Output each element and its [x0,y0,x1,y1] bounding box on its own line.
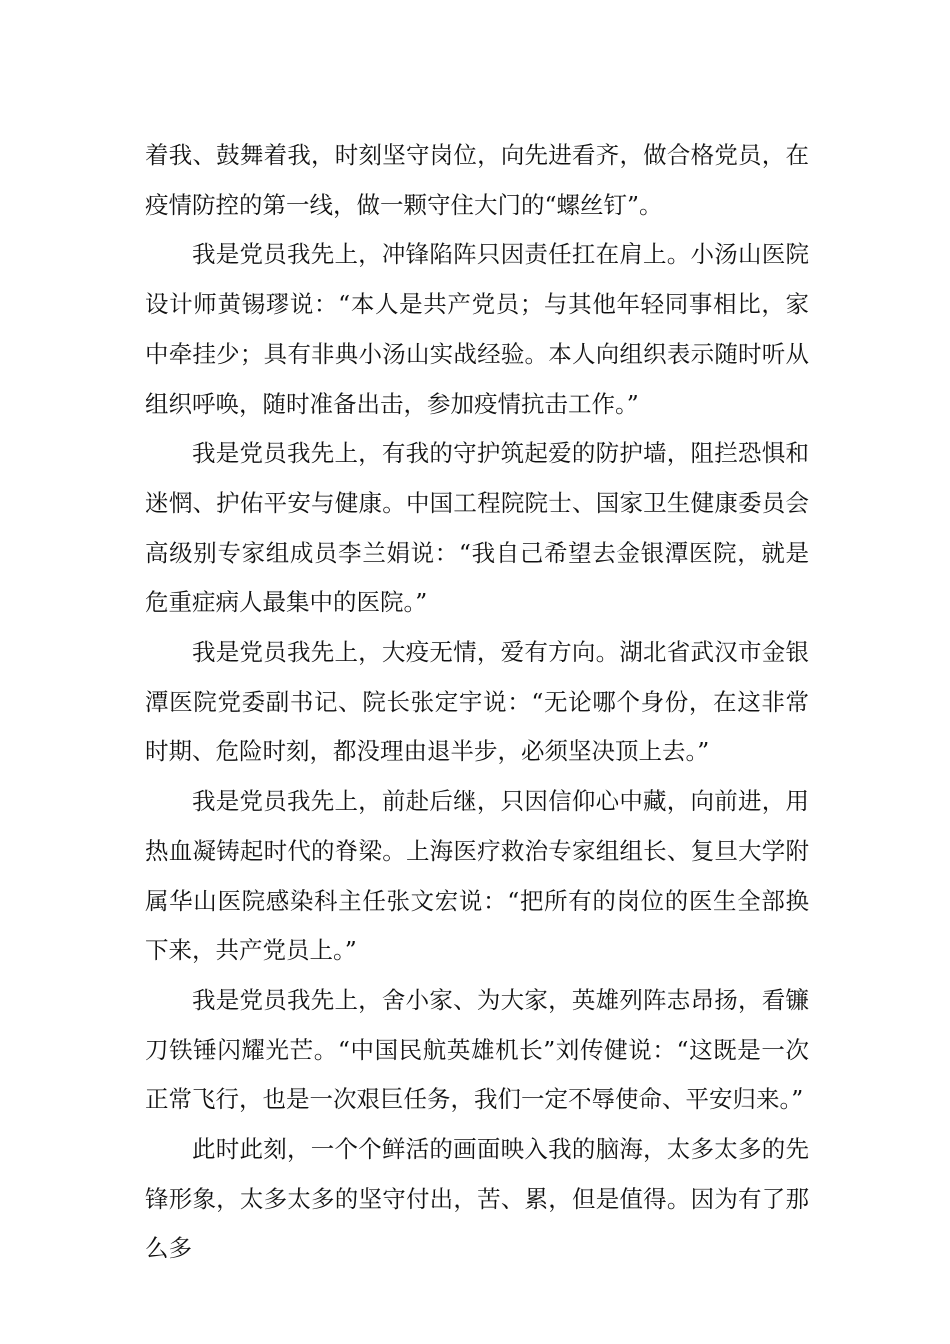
paragraph-huang-xiliu: 我是党员我先上，冲锋陷阵只因责任扛在肩上。小汤山医院设计师黄锡璆说：“本人是共产党员；与其他年轻同事相比，家中牵挂少；具有非典小汤山实战经验。本人向组织表示随时听从组织呼唤，随时准备出击，参加疫情抗击工作。” [145,240,809,418]
paragraph-continuation: 着我、鼓舞着我，时刻坚守岗位，向先进看齐，做合格党员，在疫情防控的第一线，做一颗守住大门的“螺丝钉”。 [145,141,809,219]
paragraph-li-lanjuan: 我是党员我先上，有我的守护筑起爱的防护墙，阻拦恐惧和迷惘、护佑平安与健康。中国工程院院士、国家卫生健康委员会高级别专家组成员李兰娟说：“我自己希望去金银潭医院，就是危重症病人最集中的医院。” [145,439,809,617]
paragraph-zhang-wenhong: 我是党员我先上，前赴后继，只因信仰心中藏，向前进，用热血凝铸起时代的脊梁。上海医疗救治专家组组长、复旦大学附属华山医院感染科主任张文宏说：“把所有的岗位的医生全部换下来，共产党员上。” [145,787,809,965]
paragraph-closing: 此时此刻，一个个鲜活的画面映入我的脑海，太多太多的先锋形象，太多太多的坚守付出，苦、累，但是值得。因为有了那么多 [145,1135,809,1263]
paragraph-zhang-dingyu: 我是党员我先上，大疫无情，爱有方向。湖北省武汉市金银潭医院党委副书记、院长张定宇说：“无论哪个身份，在这非常时期、危险时刻，都没理由退半步，必须坚决顶上去。” [145,638,809,766]
paragraph-liu-chuanjian: 我是党员我先上，舍小家、为大家，英雄列阵志昂扬，看镰刀铁锤闪耀光芒。“中国民航英雄机长”刘传健说：“这既是一次正常飞行，也是一次艰巨任务，我们一定不辱使命、平安归来。” [145,985,809,1114]
document-body [145,131,809,1274]
